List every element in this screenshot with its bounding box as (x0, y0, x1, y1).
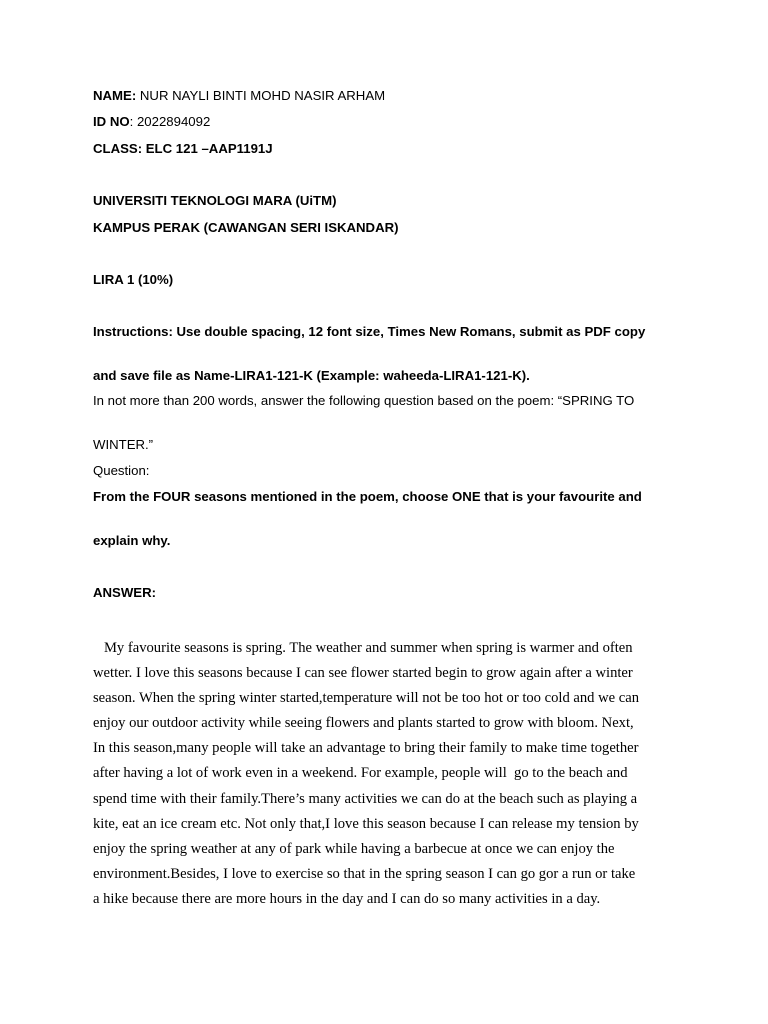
answer-line: enjoy our outdoor activity while seeing flowers and plants started to grow with bloom. Next, (93, 715, 634, 732)
answer-line: kite, eat an ice cream etc. Not only that,I love this season because I can release my tension by (93, 815, 639, 832)
instructions-line-1: Instructions: Use double spacing, 12 font size, Times New Romans, submit as PDF copy (93, 324, 646, 339)
question-text-line-1: From the FOUR seasons mentioned in the poem, choose ONE that is your favourite and (93, 489, 642, 504)
id-value: : 2022894092 (129, 114, 211, 129)
assignment-title: LIRA 1 (10%) (93, 272, 174, 287)
student-name-line (93, 87, 385, 104)
instructions-line-4: WINTER.” (93, 437, 154, 452)
name-label: NAME: (93, 88, 137, 103)
answer-line: enjoy the spring weather at any of park while having a barbecue at once we can enjoy the (93, 840, 615, 857)
student-id-line (93, 113, 210, 130)
university-name: UNIVERSITI TEKNOLOGI MARA (UiTM) (93, 193, 337, 208)
answer-paragraph (93, 636, 683, 912)
answer-line: wetter. I love this seasons because I can see flower started begin to grow again after a winter (93, 665, 633, 682)
answer-line: environment.Besides, I love to exercise so that in the spring season I can go gor a run or take (93, 865, 636, 882)
campus-name: KAMPUS PERAK (CAWANGAN SERI ISKANDAR) (93, 220, 399, 235)
name-value: NUR NAYLI BINTI MOHD NASIR ARHAM (136, 88, 386, 103)
answer-line: In this season,many people will take an advantage to bring their family to make time together (93, 740, 639, 757)
question-text-line-2: explain why. (93, 533, 171, 548)
id-label: ID NO (93, 114, 130, 129)
answer-line: after having a lot of work even in a weekend. For example, people will go to the beach and (93, 765, 628, 782)
instructions-line-2: and save file as Name-LIRA1-121-K (Example: waheeda-LIRA1-121-K). (93, 368, 530, 383)
answer-line: season. When the spring winter started,temperature will not be too hot or too cold and we can (93, 690, 640, 707)
question-label: Question: (93, 463, 150, 478)
answer-line: a hike because there are more hours in the day and I can do so many activities in a day. (93, 890, 601, 907)
answer-line: My favourite seasons is spring. The weather and summer when spring is warmer and often (93, 640, 633, 656)
class-line: CLASS: ELC 121 –AAP1191J (93, 141, 273, 156)
instructions-line-3: In not more than 200 words, answer the following question based on the poem: “SPRING TO (93, 393, 635, 408)
answer-heading: ANSWER: (93, 585, 157, 600)
answer-line: spend time with their family.There’s many activities we can do at the beach such as playing a (93, 790, 638, 807)
